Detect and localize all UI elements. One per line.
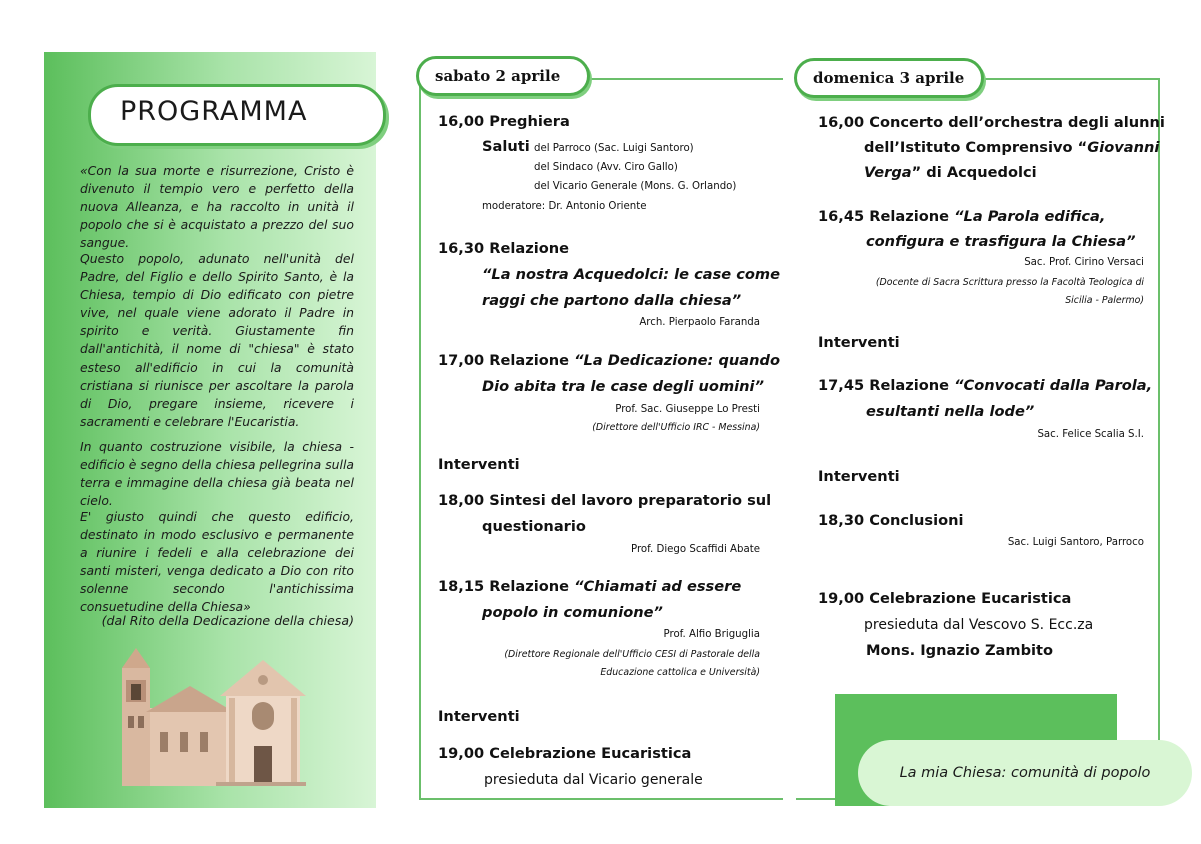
- sun-talk-1745-title-1: “Convocati dalla Parola,: [954, 377, 1153, 394]
- programma-title: PROGRAMMA: [120, 96, 308, 127]
- sun-concert-town: ” di Acquedolci: [911, 164, 1037, 181]
- sat-talk-1700-title-2: Dio abita tra le case degli uomini”: [482, 378, 764, 395]
- sat-talk-1700-speaker: Prof. Sac. Giuseppe Lo Presti: [615, 404, 760, 415]
- quote-paragraph-2: Questo popolo, adunato nell'unità del Padre, del Figlio e dello Spirito Santo, è la Chiesa, tempio di Dio edificato con pietre vive, nel quale viene adorato il Padre in spirito e verità. Giustamente fin dall'antichità, il nome di "chiesa" è stato esteso all'edificio in cui la comunità cristiana si riunisce per ascoltare la parola di Dio, pregare insieme, ricevere i sacramenti e celebrare l'Eucaristia.: [80, 251, 354, 429]
- sun-concert-school-name-1: Giovanni: [1087, 139, 1160, 156]
- sat-talk-1700-time: 17,00 Relazione: [438, 352, 575, 369]
- sat-talk-1815-role-1: (Direttore Regionale dell'Ufficio CESI di Pastorale della: [504, 649, 760, 660]
- sat-talk-1815-speaker: Prof. Alfio Briguglia: [663, 629, 760, 640]
- sun-talk-1645-heading: [818, 208, 1105, 225]
- sat-eucharist-presider: presieduta dal Vicario generale: [484, 772, 703, 788]
- sun-talk-1745-title-2: esultanti nella lode”: [866, 403, 1035, 420]
- sun-conclusions-heading: 18,30 Conclusioni: [818, 512, 964, 529]
- sun-conclusions-speaker: Sac. Luigi Santoro, Parroco: [1007, 537, 1144, 548]
- sun-concert-heading: 16,00 Concerto dell’orchestra degli alunni: [818, 114, 1165, 131]
- sun-eucharist-heading: 19,00 Celebrazione Eucaristica: [818, 590, 1072, 607]
- footer-tagline: La mia Chiesa: comunità di popolo: [858, 740, 1192, 806]
- quote-paragraph-4: E' giusto quindi che questo edificio, destinato in modo esclusivo e permanente a riunire i fedeli e alla celebrazione dei santi misteri, venga dedicato a Dio con rito solenne secondo l'antichissima consuetudine della Chiesa»: [80, 509, 354, 615]
- sat-talk-1700-role: (Direttore dell'Ufficio IRC - Messina): [592, 422, 760, 433]
- sat-greetings-heading: Saluti: [482, 138, 530, 155]
- sat-talk-1815-title-2: popolo in comunione”: [482, 604, 663, 621]
- sun-eucharist-presider: presieduta dal Vescovo S. Ecc.za: [864, 617, 1094, 633]
- tab-saturday: sabato 2 aprile: [416, 56, 590, 96]
- sun-talk-1745-speaker: Sac. Felice Scalia S.I.: [1037, 429, 1144, 440]
- sat-moderator: moderatore: Dr. Antonio Oriente: [482, 201, 647, 212]
- sat-interventions-2: Interventi: [438, 708, 520, 725]
- quote-paragraph-1: «Con la sua morte e risurrezione, Cristo è divenuto il tempio vero e perfetto della nuova Alleanza, e ha raccolto in unità il popolo che si è acquistato a prezzo del suo sangue.: [80, 163, 354, 251]
- sun-talk-1645-role-1: (Docente di Sacra Scrittura presso la Facoltà Teologica di: [875, 277, 1144, 288]
- sun-talk-1645-speaker: Sac. Prof. Cirino Versaci: [1024, 257, 1144, 268]
- sun-concert-school-name-2: Verga: [864, 164, 912, 181]
- quote-paragraph-3: In quanto costruzione visibile, la chiesa - edificio è segno della chiesa pellegrina sulla terra e immagine della chiesa già beata nel cielo.: [80, 439, 354, 509]
- sat-talk-1815-role-2: Educazione cattolica e Università): [600, 667, 760, 678]
- sun-talk-1645-role-2: Sicilia - Palermo): [1065, 295, 1144, 306]
- sun-eucharist-bishop: Mons. Ignazio Zambito: [866, 642, 1054, 659]
- sun-interventions-1: Interventi: [818, 334, 900, 351]
- sat-talk-1630-heading: 16,30 Relazione: [438, 240, 570, 257]
- sun-talk-1645-title-2: configura e trasfigura la Chiesa”: [866, 233, 1136, 250]
- sat-talk-1630-speaker: Arch. Pierpaolo Faranda: [639, 317, 760, 328]
- sun-talk-1645-time: 16,45 Relazione: [818, 208, 955, 225]
- sat-greeting-1: del Parroco (Sac. Luigi Santoro): [534, 143, 694, 154]
- sun-concert-line-2: [864, 139, 1159, 156]
- sat-talk-1815-heading: [438, 578, 741, 595]
- sat-synthesis-heading-2: questionario: [482, 518, 586, 535]
- sat-talk-1630-title-1: “La nostra Acquedolci: le case come: [482, 266, 781, 283]
- quote-source: (dal Rito della Dedicazione della chiesa): [101, 613, 354, 628]
- sat-synthesis-heading: 18,00 Sintesi del lavoro preparatorio sul: [438, 492, 772, 509]
- sun-talk-1745-time: 17,45 Relazione: [818, 377, 955, 394]
- sat-interventions-1: Interventi: [438, 456, 520, 473]
- sun-talk-1745-heading: [818, 377, 1152, 394]
- sat-greeting-3: del Vicario Generale (Mons. G. Orlando): [534, 181, 737, 192]
- sat-eucharist-heading: 19,00 Celebrazione Eucaristica: [438, 745, 692, 762]
- sun-talk-1645-title-1: “La Parola edifica,: [954, 208, 1106, 225]
- sun-concert-line-3: [864, 164, 1037, 181]
- tab-sunday: domenica 3 aprile: [794, 58, 984, 98]
- church-photo-icon: [116, 646, 306, 786]
- sat-talk-1815-time: 18,15 Relazione: [438, 578, 575, 595]
- sat-talk-1700-heading: [438, 352, 780, 369]
- sat-talk-1815-title-1: “Chiamati ad essere: [574, 578, 742, 595]
- sun-concert-school: dell’Istituto Comprensivo “: [864, 139, 1088, 156]
- sat-synthesis-speaker: Prof. Diego Scaffidi Abate: [631, 544, 760, 555]
- sat-greeting-2: del Sindaco (Avv. Ciro Gallo): [534, 162, 678, 173]
- sat-talk-1700-title-1: “La Dedicazione: quando: [574, 352, 780, 369]
- sat-talk-1630-title-2: raggi che partono dalla chiesa”: [482, 292, 742, 309]
- sun-interventions-2: Interventi: [818, 468, 900, 485]
- sat-prayer-heading: 16,00 Preghiera: [438, 113, 570, 130]
